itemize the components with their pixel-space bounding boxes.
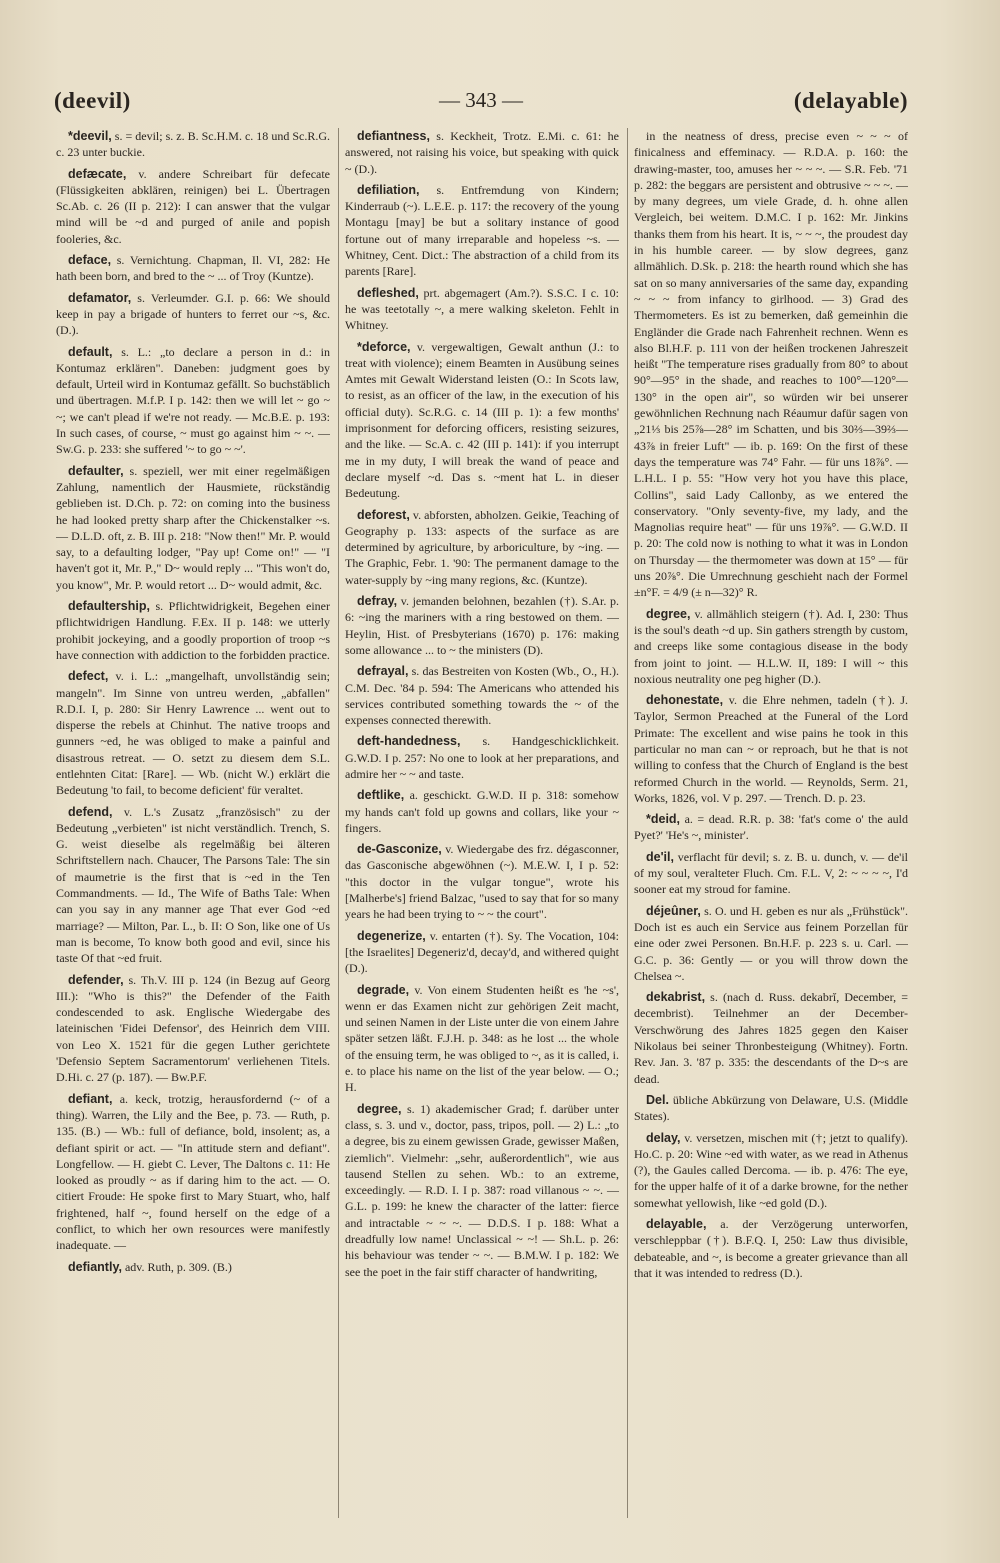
entry-definition: s. (nach d. Russ. dekabrĭ, December, = decembrist). Teilnehmer an der December-Verschwörung des Jahres 1825 gegen den Kaiser Nikolaus bei seiner Thronbesteigung (Whitney). Fortn. Rev. Jan. 3. '87 p. 335: the descendants of the D~s are dead. bbox=[634, 990, 908, 1086]
entry-headword: defend, bbox=[68, 804, 113, 819]
dictionary-entry bbox=[345, 285, 619, 334]
entry-headword: degrade, bbox=[357, 982, 410, 997]
entry-definition: s. 1) akademischer Grad; f. darüber unter class, s. 3. und v., doctor, pass, tripos, poll. — 2) L.: „to a degree, bis zu einem gewissen Grade, gewisser Maßen, ziemlich". Vielmehr: „sehr, außerordentlich", wie aus tausend Stellen zu sehen. Wb.: to an extreme, exceedingly. — R.D. I. I p. 387: road villanous ~ ~. — G.L. p. 199: he knew the character of the latter: fierce and intractable ~ ~ ~. — D.D.S. I p. 188: What a dreadfully low name! Unclassical ~ ~! — Sh.L. p. 26: his behaviour was tender ~ ~. — B.M.W. I p. 182: We see the poet in the fair stiff character of handwriting, bbox=[345, 1101, 619, 1279]
entry-definition: s. O. und H. geben es nur als „Frühstück". Doch ist es auch ein Service aus feinem Porzellan für eine oder zwei Personen. Bn.H.F. p. 223 s. u. Carl. — G.C. p. 36: Gently — or you will throw down the Chelsea ~. bbox=[634, 903, 908, 983]
entry-definition: prt. abgemagert (Am.?). S.S.C. I c. 10: he was teetotally ~, a mere walking skeleton. Fehlt in Whitney. bbox=[345, 285, 619, 333]
dictionary-entry bbox=[56, 598, 330, 663]
entry-definition: v. entarten (†). Sy. The Vocation, 104: [the Israelites] Degeneriz'd, decay'd, and withered quight (D.). bbox=[345, 928, 619, 976]
entry-headword: Del. bbox=[646, 1092, 669, 1107]
column-3 bbox=[627, 128, 908, 1518]
header-right-guideword: (delayable) bbox=[793, 88, 908, 113]
entry-headword: defender, bbox=[68, 972, 124, 987]
dictionary-entry bbox=[634, 811, 908, 844]
dictionary-entry bbox=[634, 692, 908, 806]
header-left-guideword: (deevil) bbox=[54, 88, 131, 113]
entry-headword: defleshed, bbox=[357, 285, 419, 300]
entry-headword: defaultership, bbox=[68, 599, 150, 614]
entry-definition: v. Von einem Studenten heißt es 'he ~s', wenn er das Examen nicht zur gehörigen Zeit macht, und seinen Namen in der Liste unter die von einem Jahre später setzen läßt. F.J.H. p. 348: as he lost ... the whole of the ensuing term, he was obliged to ~, as it is called, i. e. to place his name on the list of the year below. — O.; H. bbox=[345, 982, 619, 1095]
entry-headword: defiantness, bbox=[357, 129, 430, 143]
entry-definition: v. abforsten, abholzen. Geikie, Teaching of Geography p. 133: aspects of the surface as are determined by agriculture, by arboriculture, by ~ing. — The Graphic, Febr. 1. '90: The permanent damage to the water-supply by ~ing many regions, &c. (Kuntze). bbox=[345, 507, 619, 587]
entry-definition: v. versetzen, mischen mit (†; jetzt to qualify). Ho.C. p. 20: Wine ~ed with water, as we read in Athenus (?), the Gaules called Dercoma. — ib. p. 476: The eye, for the upper halfe of it of a darke browne, for the nether somewhat yellowish, like ~ed gold (D.). bbox=[634, 1130, 908, 1210]
entry-headword: *deevil, bbox=[68, 129, 112, 143]
entry-definition: v. allmählich steigern (†). Ad. I, 230: Thus is the soul's death ~d up. Sin gathers strength by custom, and creeps like some contagious disease in the body from joint to joint. — H.L.W. II, 189: I will ~ this noxious neutrality one peg higher (D.). bbox=[634, 606, 908, 686]
entry-headword: defiliation, bbox=[357, 182, 420, 197]
dictionary-entry bbox=[345, 128, 619, 177]
entry-definition: in the neatness of dress, precise even ~ ~ ~ of finicalness and effeminacy. — R.D.A. p. 160: the drawing-master, too, amuses her ~ ~ ~. — S.R. Feb. '71 p. 282: the beggars are persistent and obtrusive ~ ~ ~. — by many degrees, um viele Grade, d. h. ohne allen Vergleich, bei weitem. D.M.C. I p. 162: Mr. Jinkins thanks them from his heart. It is, ~ ~ ~, the proudest day in his humble career. — by slow degrees, ganz allmählich. D.Sk. p. 218: the hearth round which she has sat on so many anniversaries of the same day, expanding ~ ~ ~ from infancy to girlhood. — 3) Grad des Thermometers. Es ist zu bemerken, daß gemeinhin die Engländer die Grade nach Fahrenheit rechnen. Wenn es also Bl.H.F. p. 111 von der heißen trockenen Jahreszeit heißt "The temperature rises gradually from 80° to about 90°—95° in the shade, and reaches to 100°—120°—130° in the open air", so würden wir bei unserer gewöhnlichen Rechnung nach Réaumur dafür sagen von „21⅓ bis 25⅞—28° im Schatten, und bis 30⅔—39⅔—43⅞ in freier Luft" — ib. p. 169: On the first of these days the temperature was 74° Fahr. — für uns 18⅞°. — L.H.L. I p. 55: "How very hot you have this place, Collins", said Lady Callonby, as we entered the conservatory. "Only seventy-five, my lady, and the Magnolias require heat" — für uns 19⅞°. — G.W.D. II p. 20: The cold now is nothing to what it was in London on Thursday — the thermometer was down at 15° — für uns 20⅞°. Die Umrechnung geschieht nach der Formel ±n°F. = 4/9 (± n—32)° R. bbox=[634, 129, 908, 600]
entry-headword: deft-handedness, bbox=[357, 734, 461, 749]
entry-definition: s. speziell, wer mit einer regelmäßigen Zahlung, namentlich der Hausmiete, rückständig geblieben ist. D.Ch. p. 72: on coming into the business he had looked pretty sharp after the Chickenstalker ~s. — D.L.D. oft, z. B. III p. 218: "Now then!" Mr. P. would say, to a defaulting lodger, "Pay up! Come on!" — "I haven't got it, Mr. P.," D~ would reply ... "This won't do, you know", Mr. P. would retort ... D~ would admit, &c. bbox=[56, 463, 330, 592]
page-number: — 343 — bbox=[439, 88, 523, 112]
dictionary-entry bbox=[56, 252, 330, 285]
dictionary-entry bbox=[345, 1101, 619, 1280]
dictionary-entry bbox=[634, 903, 908, 984]
dictionary-entry bbox=[634, 128, 908, 601]
dictionary-entry bbox=[345, 593, 619, 658]
entry-headword: default, bbox=[68, 344, 113, 359]
entry-definition: v. L.'s Zusatz „französisch" zu der Bedeutung „verbieten" ist nicht verständlich. Trench, S. G. weist dieselbe als regelmäßig bei älteren Schriftstellern nach. Chaucer, The Parsons Tale: The sin of maumetrie is the first that is ~ed in the Ten Commandments. — Id., The Wife of Baths Tale: When can you say in any manner age That ever God ~ed marriage? — Milton, Par. L., b. II: O Son, like one of Us man is become, To know both good and evil, since his taste Of that ~ed fruit. bbox=[56, 804, 330, 966]
entry-headword: deftlike, bbox=[357, 788, 405, 803]
dictionary-entry bbox=[634, 1216, 908, 1281]
entry-headword: defaulter, bbox=[68, 463, 124, 478]
text-columns bbox=[56, 128, 908, 1528]
entry-headword: dekabrist, bbox=[646, 990, 706, 1005]
entry-definition: a. = dead. R.R. p. 38: 'fat's come o' the auld Pyet?' 'He's ~, minister'. bbox=[634, 812, 908, 843]
entry-headword: degree, bbox=[646, 606, 691, 621]
dictionary-entry bbox=[345, 733, 619, 782]
dictionary-entry bbox=[345, 928, 619, 977]
dictionary-entry bbox=[56, 463, 330, 593]
entry-definition: a. geschickt. G.W.D. II p. 318: somehow my hands can't fold up gowns and collars, like your ~ fingers. bbox=[345, 788, 619, 835]
entry-definition: s. Th.V. III p. 124 (in Bezug auf Georg III.): "Who is this?" the Defender of the Faith condescended to ask. Englische Wiedergabe des lateinischen 'Fidei Defensor', des Heinrich dem VIII. von Leo X. 1521 für die gegen Luther gerichtete 'Defensio Septem Sacramentorum' verliehenen Titels. D.Hi. c. 27 (p. 187). — Bw.P.F. bbox=[56, 972, 330, 1085]
dictionary-entry bbox=[56, 1091, 330, 1254]
entry-headword: defæcate, bbox=[68, 166, 127, 181]
column-1 bbox=[56, 128, 330, 1518]
dictionary-entry bbox=[56, 166, 330, 247]
entry-headword: defiantly, bbox=[68, 1259, 122, 1274]
entry-headword: déjeûner, bbox=[646, 903, 701, 918]
dictionary-entry bbox=[345, 663, 619, 728]
entry-headword: degenerize, bbox=[357, 928, 426, 943]
entry-definition: a. keck, trotzig, herausfordernd (~ of a thing). Warren, the Lily and the Bee, p. 73. — Ruth, p. 135. (B.) — Wb.: full of defiance, bold, insolent; as, a defiant spirit or act. — "In attitude stern and defiant". Longfellow. — H. giebt C. Lever, The Daltons c. 11: He looked as proudly ~ as if daring him to the act. — O. citiert Froude: He spoke first to Mary Stuart, who, half frightened, half ~, found herself on the edge of a conflict, to which her own resources were manifestly inadequate. — bbox=[56, 1091, 330, 1253]
entry-headword: defrayal, bbox=[357, 664, 409, 679]
dictionary-entry bbox=[56, 128, 330, 161]
entry-headword: de-Gasconize, bbox=[357, 842, 442, 857]
entry-definition: s. = devil; s. z. B. Sc.H.M. c. 18 und Sc.R.G. c. 23 unter buckie. bbox=[56, 129, 330, 160]
entry-headword: dehonestate, bbox=[646, 693, 724, 708]
entry-definition: verflacht für devil; s. z. B. u. dunch, v. — de'il of my soul, veralteter Fluch. Cm. F.L. V, 2: ~ ~ ~ ~, I'd sooner eat my stroud for famine. bbox=[634, 849, 908, 897]
dictionary-entry bbox=[345, 841, 619, 922]
dictionary-entry bbox=[56, 344, 330, 458]
dictionary-entry bbox=[56, 972, 330, 1086]
entry-definition: s. Vernichtung. Chapman, Il. VI, 282: He hath been born, and bred to the ~ ... of Troy (Kuntze). bbox=[56, 253, 330, 284]
running-header bbox=[54, 88, 908, 124]
dictionary-entry bbox=[634, 989, 908, 1087]
entry-headword: defiant, bbox=[68, 1091, 113, 1106]
entry-headword: *deid, bbox=[646, 812, 681, 827]
dictionary-entry bbox=[634, 1130, 908, 1211]
dictionary-entry bbox=[56, 290, 330, 339]
entry-definition: v. vergewaltigen, Gewalt anthun (J.: to treat with violence); einem Beamten in Ausübung seines Amtes mit Gewalt Widerstand leisten (O.: In Scots law, to resist, as an officer of the law, in the execution of his official duty). Sc.R.G. c. 14 (III p. 1): a few months' imprisonment for deforcing officers, resisting seizures, and the like. — Sc.A. c. 42 (III p. 141): if you interrupt me in my duty, I will break the wand of peace and declare myself ~d. Das s. ~ment hat L. in dieser Bedeutung. bbox=[345, 339, 619, 501]
dictionary-entry bbox=[345, 982, 619, 1096]
column-2 bbox=[338, 128, 619, 1518]
entry-definition: s. das Bestreiten von Kosten (Wb., O., H.). C.M. Dec. '84 p. 594: The Americans who attended his services contributed something towards the ~ of the expenses connected therewith. bbox=[345, 664, 619, 728]
entry-definition: übliche Abkürzung von Delaware, U.S. (Middle States). bbox=[634, 1092, 908, 1124]
dictionary-entry bbox=[345, 182, 619, 280]
entry-headword: de'il, bbox=[646, 849, 674, 864]
dictionary-entry bbox=[634, 1092, 908, 1125]
entry-definition: v. andere Schreibart für defecate (Flüssigkeiten abklären, reinigen) bei L. Übertragen Sc.Ab. c. 26 (II p. 212): I can answer that the vulgar mind will be ~d and purged of anile and popish fooleries, &c. bbox=[56, 166, 330, 246]
entry-headword: defray, bbox=[357, 594, 398, 609]
entry-definition: v. i. L.: „mangelhaft, unvollständig sein; mangeln". Im Sinne von untreu werden, „abfallen" R.D.I. I, p. 280: Sir Henry Lawrence ... went out to disperse the rebels at Chinhut. The native troops and gunners ~ed, he was obliged to make a painful and disastrous retreat. — O. setzt zu diesem dem S.L. entlehnten Citat: [Rare]. — Wb. (nicht W.) erklärt die Bedeutung 'to fail, to become deficient' für veraltet. bbox=[56, 669, 330, 798]
entry-definition: s. Handgeschicklichkeit. G.W.D. I p. 257: No one to look at her preparations, and admire her ~ ~ and taste. bbox=[345, 734, 619, 781]
entry-definition: s. L.: „to declare a person in d.: in Kontumaz erklären". Daneben: judgment goes by default, Urteil wird in Kontumaz gefällt. So buchstäblich und übertragen. M.f.P. I p. 142: then we will let ~ go ~ ~; we can't plead if we're not ready. — Mc.B.E. p. 193: In such cases, of course, ~ must go against him ~ ~. — Sw.G. p. 233: she suffered '~ to go ~ ~'. bbox=[56, 344, 330, 457]
entry-definition: s. Pflichtwidrigkeit, Begehen einer pflichtwidrigen Handlung. F.Ex. II p. 148: we utterly prohibit jockeying, and a goodly proportion of troop ~s have connection with addiction to the forbidden practice. bbox=[56, 599, 330, 662]
entry-headword: deforest, bbox=[357, 507, 410, 522]
dictionary-entry bbox=[345, 787, 619, 836]
entry-headword: *deforce, bbox=[357, 339, 411, 354]
entry-definition: s. Verleumder. G.I. p. 66: We should keep in pay a brigade of hunters to ferret our ~s, &c. (D.). bbox=[56, 290, 330, 338]
dictionary-entry bbox=[56, 668, 330, 798]
entry-definition: a. der Verzögerung unterworfen, verschleppbar (†). B.F.Q. I, 250: Law thus divisible, debateable, and ~, is become a greater grievance than all that it was intended to redress (D.). bbox=[634, 1217, 908, 1280]
entry-headword: delayable, bbox=[646, 1217, 707, 1231]
entry-headword: deface, bbox=[68, 253, 112, 268]
entry-definition: v. die Ehre nehmen, tadeln (†). J. Taylor, Sermon Preached at the Funeral of the Lord Primate: The excellent and wise pains he took in this particular no man can ~ or reproach, but he that is not willing to confess that the Church of England is the best reformed Church in the world. — Reynolds, Serm. 21, Works, 1826, vol. V p. 297. — Trench. D. p. 23. bbox=[634, 693, 908, 805]
dictionary-entry bbox=[56, 804, 330, 967]
entry-headword: delay, bbox=[646, 1130, 681, 1145]
entry-headword: defamator, bbox=[68, 290, 132, 305]
dictionary-entry bbox=[345, 507, 619, 588]
entry-headword: degree, bbox=[357, 1101, 402, 1116]
entry-definition: s. Keckheit, Trotz. E.Mi. c. 61: he answered, not raising his voice, but speaking with quick ~ (D.). bbox=[345, 129, 619, 176]
dictionary-entry bbox=[56, 1259, 330, 1275]
entry-headword: defect, bbox=[68, 669, 109, 684]
dictionary-entry bbox=[345, 339, 619, 502]
dictionary-entry bbox=[634, 606, 908, 687]
entry-definition: adv. Ruth, p. 309. (B.) bbox=[124, 1259, 232, 1274]
entry-definition: v. Wiedergabe des frz. dégasconner, das Gasconische abgewöhnen (~). M.E.W. I, I p. 52: "this doctor in the vulgar tongue", wrote his [Malherbe's] friend Balzac, "used to say that for so many years he had been trying to ~ ~ the court". bbox=[345, 842, 619, 922]
entry-definition: v. jemanden belohnen, bezahlen (†). S.Ar. p. 6: ~ing the mariners with a ring bestowed on them. — Heylin, Hist. of Presbyterians (1670) p. 176: making some allowance ... to ~ the ministers (D). bbox=[345, 594, 619, 657]
entry-definition: s. Entfremdung von Kindern; Kinderraub (~). L.E.E. p. 117: the recovery of the young Montagu [may] be but a solitary instance of good fortune out of many irreparable and hopeless ~s. — Whitney, Cent. Dict.: The abstraction of a child from its parents [Rare]. bbox=[345, 182, 619, 279]
dictionary-entry bbox=[634, 849, 908, 898]
